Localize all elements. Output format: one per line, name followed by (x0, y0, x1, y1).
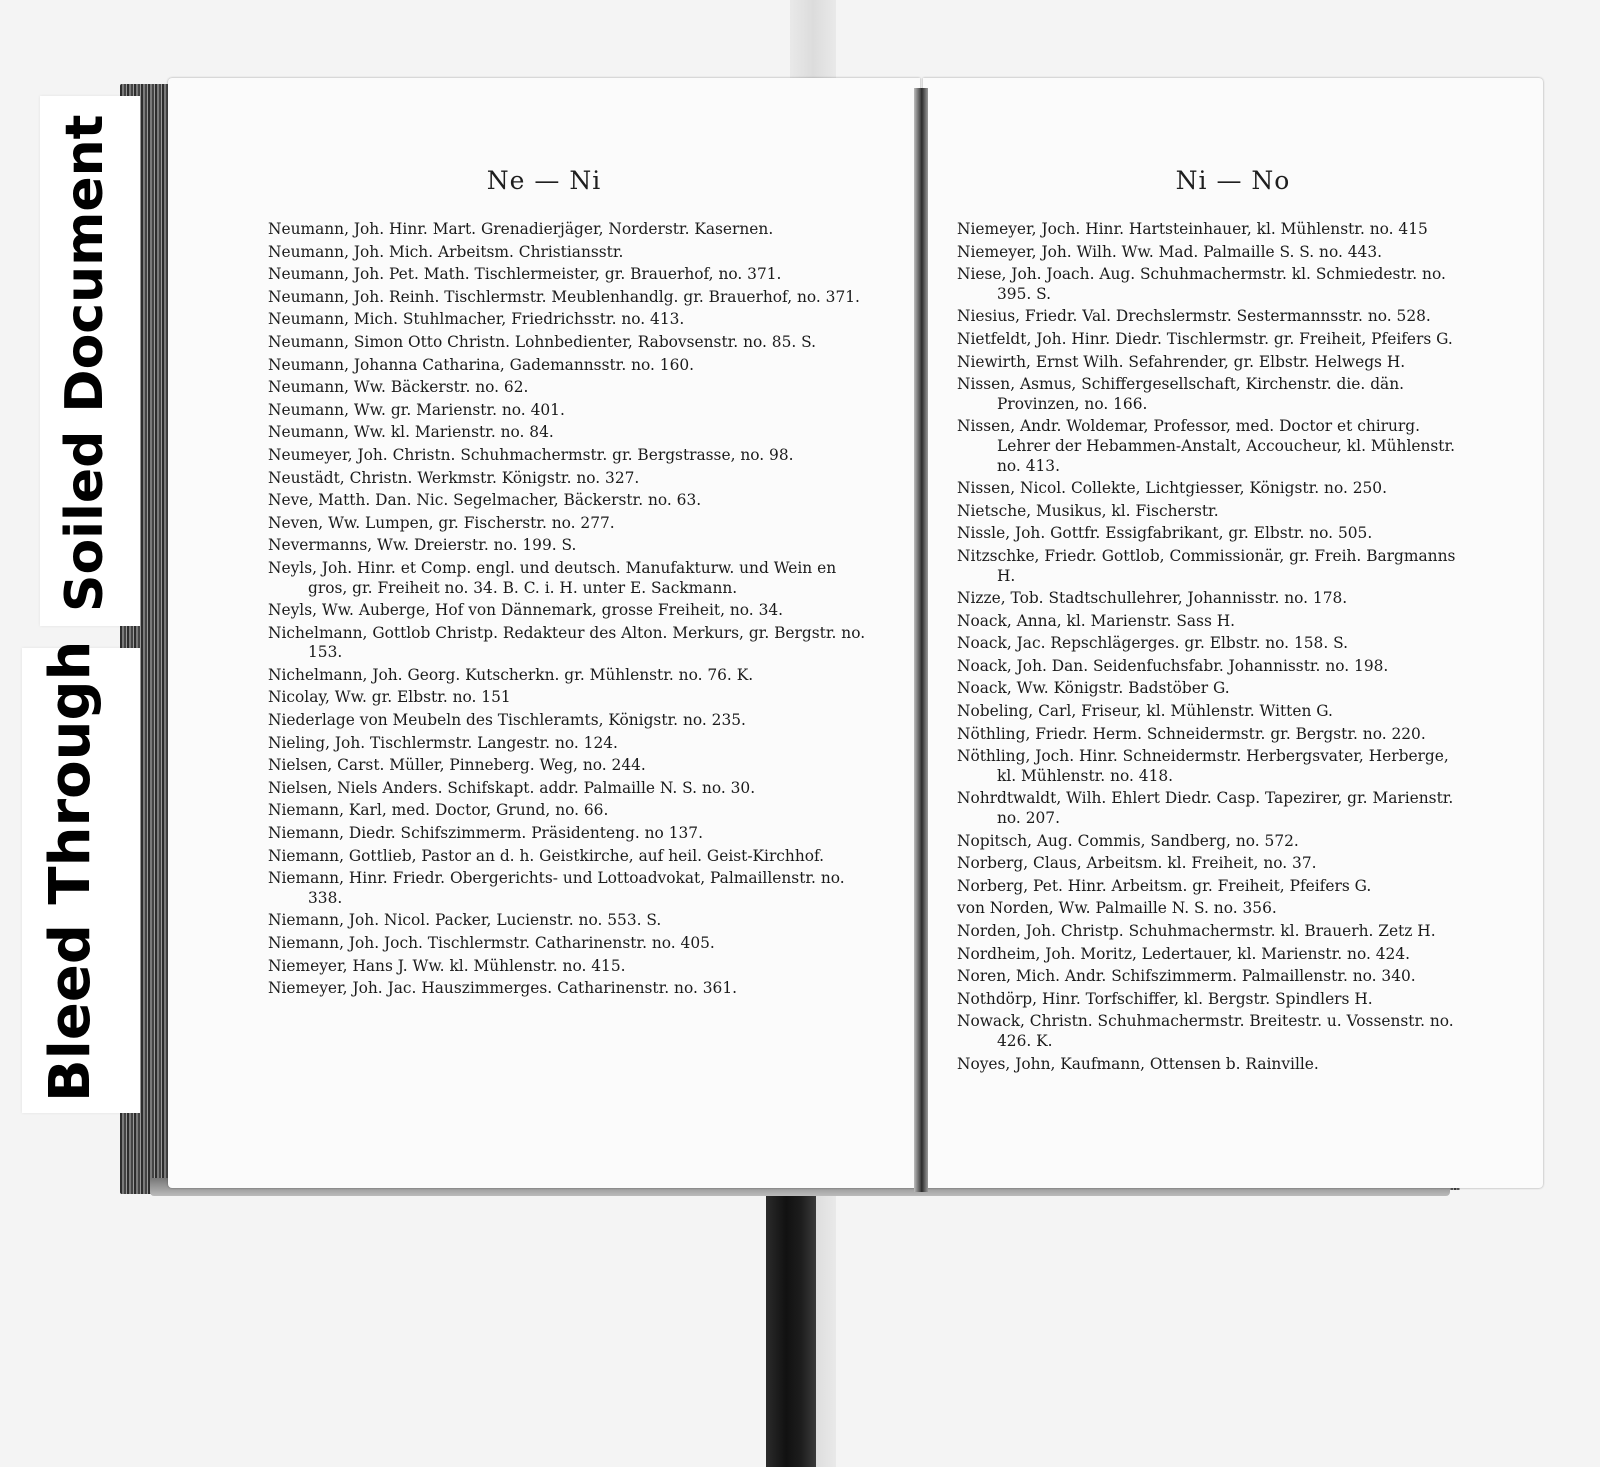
directory-entry: Norden, Joh. Christp. Schuhmachermstr. kl. Brauerh. Zetz H. (957, 922, 1436, 940)
directory-entry: Noack, Anna, kl. Marienstr. Sass H. (957, 611, 1236, 630)
directory-entry: Neumann, Johanna Catharina, Gademannsstr. no. 160. (268, 355, 695, 374)
directory-entry: Nevermanns, Ww. Dreierstr. no. 199. S. (268, 536, 577, 555)
directory-entry: Niemann, Joh. Nicol. Packer, Lucienstr. no. 553. S. (268, 911, 662, 930)
directory-entry: Niesius, Friedr. Val. Drechslermstr. Sestermannsstr. no. 528. (957, 307, 1431, 326)
directory-entry: Niemann, Hinr. Friedr. Obergerichts- und Lottoadvokat, Palmaillenstr. no. 338. (268, 869, 845, 907)
left-page-header: Ne — Ni (486, 166, 602, 195)
directory-entry: Nöthling, Joch. Hinr. Schneidermstr. Herbergsvater, Herberge, kl. Mühlenstr. no. 418. (957, 747, 1449, 785)
directory-entry: Neve, Matth. Dan. Nic. Segelmacher, Bäckerstr. no. 63. (268, 491, 702, 510)
left-page-entries (268, 220, 868, 1002)
directory-entry: von Norden, Ww. Palmaille N. S. no. 356. (957, 899, 1277, 918)
bleed-through-label: Bleed Through (38, 640, 103, 1102)
directory-entry: Niemann, Karl, med. Doctor, Grund, no. 66. (268, 801, 609, 820)
right-page (923, 78, 1543, 1188)
directory-entry: Neumann, Simon Otto Christn. Lohnbedienter, Rabovsenstr. no. 85. S. (268, 332, 817, 351)
directory-entry: Neumeyer, Joh. Christn. Schuhmachermstr. gr. Bergstrasse, no. 98. (268, 445, 794, 464)
directory-entry: Niewirth, Ernst Wilh. Sefahrender, gr. Elbstr. Helwegs H. (957, 352, 1406, 371)
directory-entry: Nielsen, Niels Anders. Schifskapt. addr. Palmaille N. S. no. 30. (268, 778, 756, 797)
directory-entry: Nissle, Joh. Gottfr. Essigfabrikant, gr. Elbstr. no. 505. (957, 524, 1373, 543)
directory-entry: Neumann, Ww. kl. Marienstr. no. 84. (268, 423, 554, 442)
directory-entry: Nothdörp, Hinr. Torfschiffer, kl. Bergstr. Spindlers H. (957, 989, 1373, 1008)
directory-entry: Nietfeldt, Joh. Hinr. Diedr. Tischlermstr. gr. Freiheit, Pfeifers G. (957, 329, 1453, 348)
book-spine-shadow (766, 1190, 816, 1467)
directory-entry: Nichelmann, Gottlob Christp. Redakteur des Alton. Merkurs, gr. Bergstr. no. 153. (268, 623, 866, 662)
directory-entry: Noack, Joh. Dan. Seidenfuchsfabr. Johannisstr. no. 198. (957, 656, 1389, 675)
soiled-document-label: Soiled Document (55, 114, 115, 612)
directory-entry: Nitzschke, Friedr. Gottlob, Commissionär, gr. Freih. Bargmanns H. (957, 546, 1456, 585)
directory-entry: Neyls, Joh. Hinr. et Comp. engl. und deutsch. Manufakturw. und Wein en gros, gr. Freiheit no. 34. B. C. i. H. unter E. Sackmann. (268, 558, 837, 597)
directory-entry: Niemann, Joh. Joch. Tischlermstr. Catharinenstr. no. 405. (268, 934, 715, 952)
directory-entry: Noack, Ww. Königstr. Badstöber G. (957, 679, 1230, 698)
directory-entry: Nissen, Nicol. Collekte, Lichtgiesser, Königstr. no. 250. (957, 479, 1387, 498)
directory-entry: Niemann, Diedr. Schifszimmerm. Präsidenteng. no 137. (268, 824, 703, 843)
directory-entry: Neyls, Ww. Auberge, Hof von Dännemark, grosse Freiheit, no. 34. (268, 601, 784, 620)
directory-entry: Neumann, Joh. Hinr. Mart. Grenadierjäger, Norderstr. Kasernen. (268, 220, 774, 238)
directory-entry: Nicolay, Ww. gr. Elbstr. no. 151 (268, 688, 511, 707)
directory-entry: Niese, Joh. Joach. Aug. Schuhmachermstr. kl. Schmiedestr. no. 395. S. (957, 265, 1446, 303)
directory-entry: Norberg, Claus, Arbeitsm. kl. Freiheit, no. 37. (957, 854, 1317, 873)
left-page (168, 78, 920, 1188)
directory-entry: Neven, Ww. Lumpen, gr. Fischerstr. no. 277. (268, 513, 615, 532)
directory-entry: Nizze, Tob. Stadtschullehrer, Johannisstr. no. 178. (957, 589, 1348, 608)
directory-entry: Neumann, Joh. Pet. Math. Tischlermeister, gr. Brauerhof, no. 371. (268, 265, 782, 284)
directory-entry: Nieling, Joh. Tischlermstr. Langestr. no. 124. (268, 733, 618, 752)
directory-entry: Noyes, John, Kaufmann, Ottensen b. Rainville. (957, 1054, 1319, 1073)
directory-entry: Neumann, Joh. Reinh. Tischlermstr. Meublenhandlg. gr. Brauerhof, no. 371. (268, 287, 860, 306)
directory-entry: Nissen, Andr. Woldemar, Professor, med. Doctor et chirurg. Lehrer der Hebammen-Anstalt, Accoucheur, kl. Mühlenstr. no. 413. (957, 417, 1456, 475)
open-book (120, 78, 1460, 1196)
directory-entry: Nielsen, Carst. Müller, Pinneberg. Weg, no. 244. (268, 756, 646, 775)
directory-entry: Noack, Jac. Repschlägerges. gr. Elbstr. no. 158. S. (957, 634, 1349, 653)
book-gutter (914, 88, 928, 1192)
directory-entry: Nichelmann, Joh. Georg. Kutscherkn. gr. Mühlenstr. no. 76. K. (268, 665, 754, 684)
directory-entry: Nobeling, Carl, Friseur, kl. Mühlenstr. Witten G. (957, 702, 1333, 721)
directory-entry: Nowack, Christn. Schuhmachermstr. Breitestr. u. Vossenstr. no. 426. K. (957, 1012, 1454, 1050)
right-page-entries (957, 220, 1457, 1077)
directory-entry: Niemeyer, Hans J. Ww. kl. Mühlenstr. no. 415. (268, 956, 626, 975)
directory-entry: Norberg, Pet. Hinr. Arbeitsm. gr. Freiheit, Pfeifers G. (957, 876, 1372, 895)
directory-entry: Neustädt, Christn. Werkmstr. Königstr. no. 327. (268, 468, 640, 487)
directory-entry: Nordheim, Joh. Moritz, Ledertauer, kl. Marienstr. no. 424. (957, 944, 1411, 963)
directory-entry: Nissen, Asmus, Schiffergesellschaft, Kirchenstr. die. dän. Provinzen, no. 166. (957, 375, 1405, 413)
directory-entry: Niemann, Gottlieb, Pastor an d. h. Geistkirche, auf heil. Geist-Kirchhof. (268, 846, 825, 865)
directory-entry: Neumann, Joh. Mich. Arbeitsm. Christiansstr. (268, 242, 624, 261)
directory-entry: Neumann, Mich. Stuhlmacher, Friedrichsstr. no. 413. (268, 310, 685, 329)
directory-entry: Niemeyer, Joh. Jac. Hauszimmerges. Catharinenstr. no. 361. (268, 979, 737, 998)
directory-entry: Nietsche, Musikus, kl. Fischerstr. (957, 501, 1219, 520)
directory-entry: Nöthling, Friedr. Herm. Schneidermstr. gr. Bergstr. no. 220. (957, 724, 1426, 743)
directory-entry: Nohrdtwaldt, Wilh. Ehlert Diedr. Casp. Tapezirer, gr. Marienstr. no. 207. (957, 789, 1454, 828)
directory-entry: Neumann, Ww. gr. Marienstr. no. 401. (268, 400, 565, 419)
directory-entry: Niemeyer, Joh. Wilh. Ww. Mad. Palmaille S. S. no. 443. (957, 242, 1383, 261)
directory-entry: Niemeyer, Joch. Hinr. Hartsteinhauer, kl. Mühlenstr. no. 415 (957, 220, 1428, 238)
directory-entry: Neumann, Ww. Bäckerstr. no. 62. (268, 378, 529, 397)
right-page-header: Ni — No (1175, 166, 1291, 195)
directory-entry: Noren, Mich. Andr. Schifszimmerm. Palmaillenstr. no. 340. (957, 967, 1416, 986)
directory-entry: Nopitsch, Aug. Commis, Sandberg, no. 572. (957, 831, 1299, 850)
directory-entry: Niederlage von Meubeln des Tischleramts, Königstr. no. 235. (268, 711, 746, 730)
